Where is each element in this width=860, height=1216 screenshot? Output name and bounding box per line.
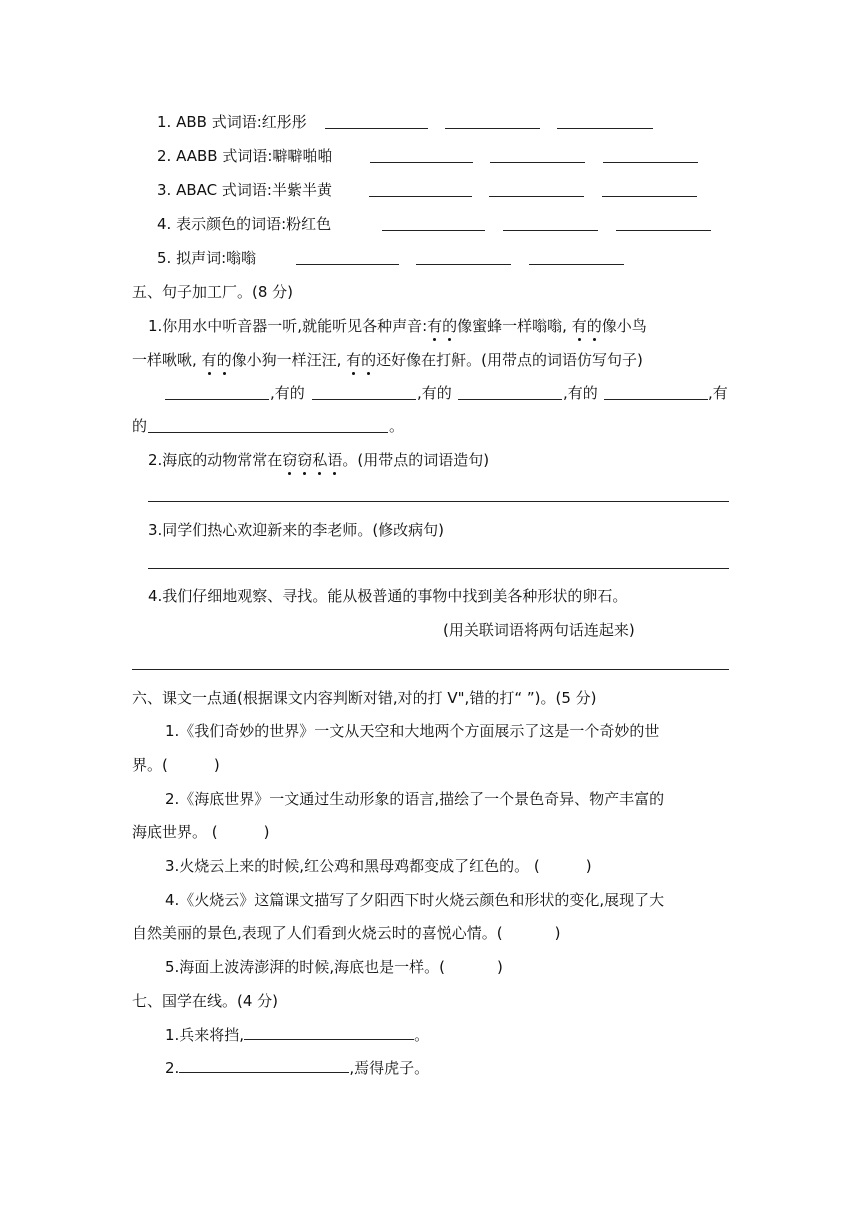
word-item-example: 红彤彤 (261, 113, 307, 131)
text: 2. (165, 1059, 180, 1077)
word-item-label: 1. ABB 式词语: (157, 113, 262, 131)
section-6-title: 六、课文一点通(根据课文内容判断对错,对的打 V",错的打“ ”)。(5 分) (132, 689, 597, 707)
word-item-example: 半紫半黄 (271, 181, 332, 199)
answer-line-q3[interactable] (148, 568, 729, 569)
word-item-label: 2. AABB 式词语: (157, 147, 273, 165)
blank-3-2[interactable] (489, 196, 584, 197)
q1-youde-3: ,有的 (563, 384, 598, 402)
s6-item4-line2 (132, 923, 560, 943)
text: 一样啾啾, (132, 351, 202, 369)
word-item-label: 4. 表示颜色的词语: (157, 215, 287, 233)
text: 还好像在打鼾。(用带点的词语仿写句子) (376, 351, 643, 369)
blank-5-1[interactable] (296, 264, 399, 265)
text: ) (496, 958, 503, 976)
q1-de: 的 (132, 417, 148, 435)
text: 界。( (132, 756, 168, 774)
s5-q3: 3.同学们热心欢迎新来的李老师。(修改病句) (148, 521, 445, 539)
s6-item1-line1: 1.《我们奇妙的世界》一文从天空和大地两个方面展示了这是一个奇妙的世 (165, 722, 660, 740)
answer-blank[interactable] (179, 1058, 349, 1073)
blank-5-3[interactable] (529, 264, 624, 265)
word-item-example: 粉红色 (286, 215, 332, 233)
text: 像蜜蜂一样嗡嗡, (457, 317, 572, 335)
q1-youde-2: ,有的 (417, 384, 452, 402)
dotted-char: 语 (327, 451, 343, 469)
s6-item3 (165, 856, 592, 876)
word-item-label: 3. ABAC 式词语: (157, 181, 272, 199)
s5-q2 (148, 450, 489, 470)
s6-item2-line2 (132, 822, 269, 842)
dotted-char: 的 (361, 351, 377, 369)
dotted-char: 有 (427, 317, 443, 335)
text: ) (213, 756, 220, 774)
q1-blank-5[interactable] (148, 432, 388, 433)
text: 2.海底的动物常常在 (148, 451, 283, 469)
q1-blank-1[interactable] (165, 399, 269, 400)
text: 3.火烧云上来的时候,红公鸡和黑母鸡都变成了红色的。 ( (165, 857, 540, 875)
q1-blank-2[interactable] (312, 399, 416, 400)
dotted-char: 有 (201, 351, 217, 369)
text: 1.兵来将挡, (165, 1026, 245, 1044)
word-item-4 (157, 214, 331, 234)
blank-3-3[interactable] (602, 196, 697, 197)
text: ,焉得虎子。 (349, 1059, 430, 1077)
dotted-char: 的 (586, 317, 602, 335)
text: 1.你用水中听音器一听,就能听见各种声音: (148, 317, 428, 335)
dotted-char: 的 (216, 351, 232, 369)
s6-item1-line2 (132, 755, 220, 775)
blank-2-3[interactable] (603, 162, 698, 163)
q1-youde-1: ,有的 (270, 384, 305, 402)
text: 海底世界。 ( (132, 823, 218, 841)
s5-q4-note: (用关联词语将两句话连起来) (443, 621, 635, 639)
text: 。 (414, 1026, 430, 1044)
section-5-title: 五、句子加工厂。(8 分) (132, 283, 294, 301)
word-item-1 (157, 112, 307, 132)
answer-line-q2[interactable] (148, 501, 729, 502)
s7-item1 (165, 1025, 429, 1045)
word-item-label: 5. 拟声词: (157, 249, 227, 267)
q1-tail: ,有 (708, 384, 728, 402)
s5-q4: 4.我们仔细地观察、寻找。能从极普通的事物中找到美各种形状的卵石。 (148, 587, 628, 605)
text: 。(用带点的词语造句) (342, 451, 490, 469)
s7-item2 (165, 1058, 429, 1078)
q1-end: 。 (389, 417, 405, 435)
word-item-2 (157, 146, 332, 166)
answer-line-q4[interactable] (132, 669, 729, 670)
s5-q1-line2 (132, 350, 643, 370)
text: 自然美丽的景色,表现了人们看到火烧云时的喜悦心情。( (132, 924, 503, 942)
s5-q1-line1 (148, 316, 647, 336)
dotted-char: 私 (312, 451, 328, 469)
blank-2-2[interactable] (490, 162, 585, 163)
blank-2-1[interactable] (370, 162, 473, 163)
s6-item4-line1: 4.《火烧云》这篇课文描写了夕阳西下时火烧云颜色和形状的变化,展现了大 (165, 891, 665, 909)
dotted-char: 窃 (297, 451, 313, 469)
word-item-3 (157, 180, 332, 200)
dotted-char: 的 (442, 317, 458, 335)
text: ) (554, 924, 561, 942)
text: 5.海面上波涛澎湃的时候,海底也是一样。( (165, 958, 445, 976)
text: 像小狗一样汪汪, (231, 351, 347, 369)
blank-1-2[interactable] (445, 128, 540, 129)
s6-item2-line1: 2.《海底世界》一文通过生动形象的语言,描绘了一个景色奇异、物产丰富的 (165, 790, 665, 808)
blank-3-1[interactable] (369, 196, 472, 197)
blank-1-3[interactable] (557, 128, 653, 129)
text: ) (263, 823, 270, 841)
q1-blank-4[interactable] (604, 399, 708, 400)
blank-5-2[interactable] (416, 264, 511, 265)
dotted-char: 窃 (282, 451, 298, 469)
blank-4-1[interactable] (382, 230, 485, 231)
dotted-char: 有 (346, 351, 362, 369)
answer-blank[interactable] (244, 1025, 414, 1040)
text: 像小鸟 (601, 317, 647, 335)
s6-item5 (165, 957, 503, 977)
blank-4-2[interactable] (503, 230, 598, 231)
section-7-title: 七、国学在线。(4 分) (132, 992, 279, 1010)
text: ) (585, 857, 592, 875)
blank-1-1[interactable] (325, 128, 428, 129)
q1-blank-3[interactable] (458, 399, 562, 400)
word-item-example: 噼噼啪啪 (272, 147, 333, 165)
word-item-example: 嗡嗡 (226, 249, 257, 267)
blank-4-3[interactable] (616, 230, 711, 231)
word-item-5 (157, 248, 256, 268)
dotted-char: 有 (571, 317, 587, 335)
